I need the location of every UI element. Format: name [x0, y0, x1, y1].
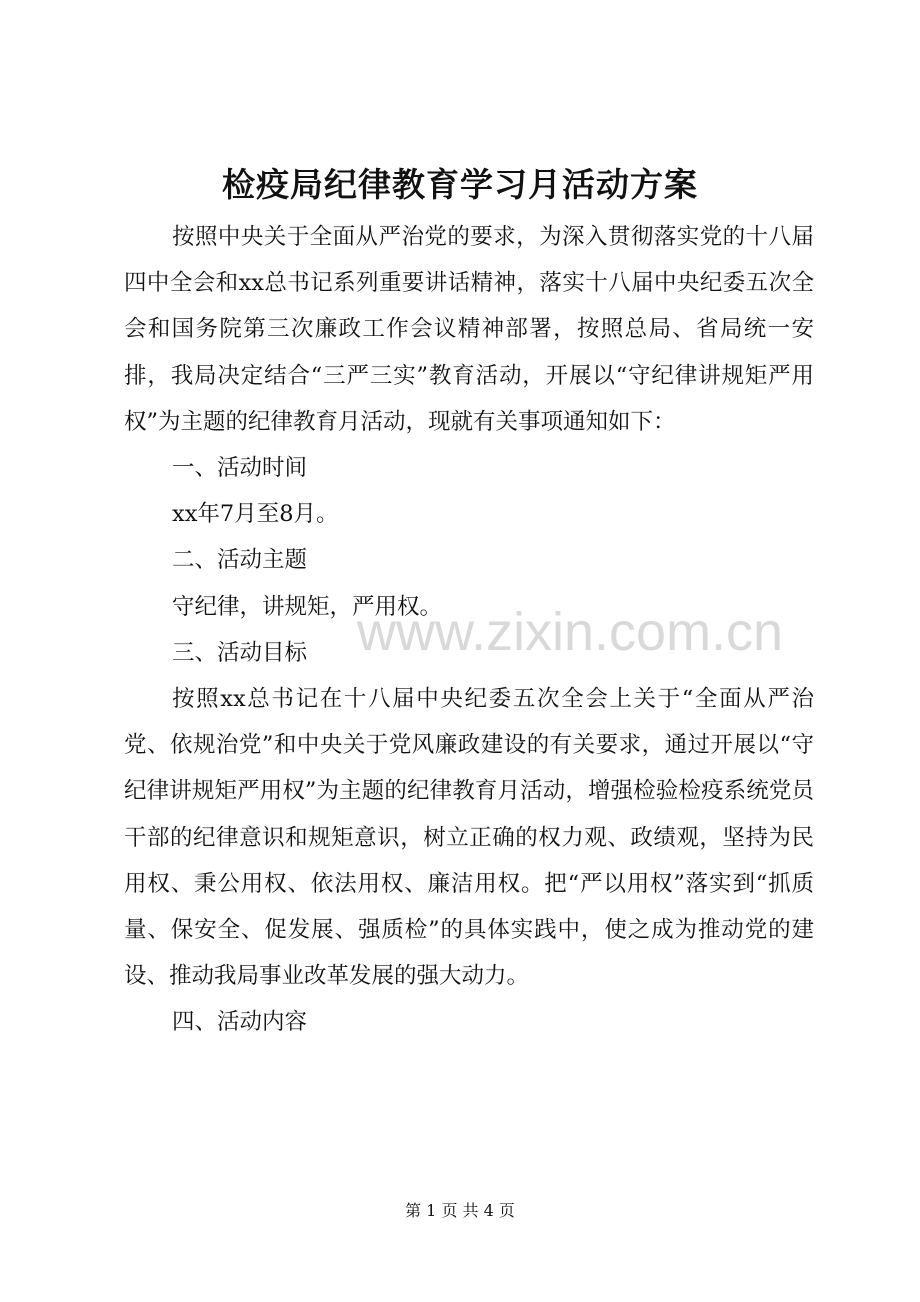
section-text-theme: 守纪律，讲规矩，严用权。	[172, 593, 443, 620]
section-heading-time: 一、活动时间	[172, 455, 308, 482]
document-title: 检疫局纪律教育学习月活动方案	[222, 165, 698, 204]
page-footer: 第 1 页 共 4 页	[405, 1201, 515, 1220]
section-heading-theme: 二、活动主题	[172, 547, 308, 574]
section-heading-goal: 三、活动目标	[172, 639, 308, 666]
section-text-goal: 按照xx总书记在十八届中央纪委五次全会上关于“全面从严治党、依规治党”和中央关于党风廉政建设的有关要求，通过开展以“守纪律讲规矩严用权”为主题的纪律教育月活动，增强检验检疫系统党员干部的纪律意识和规矩意识，树立正确的权力观、政绩观，坚持为民用权、秉公用权、依法用权、廉洁用权。把“严以用权”落实到“抓质量、保安全、促发展、强质检”的具体实践中，使之成为推动党的建设、推动我局事业改革发展的强大动力。	[124, 686, 814, 990]
site-watermark: www.zixin.com.cn	[357, 602, 784, 662]
section-heading-content: 四、活动内容	[172, 1009, 308, 1036]
intro-paragraph: 按照中央关于全面从严治党的要求，为深入贯彻落实党的十八届四中全会和xx总书记系列重要讲话精神，落实十八届中央纪委五次全会和国务院第三次廉政工作会议精神部署，按照总局、省局统一安排，我局决定结合“三严三实”教育活动，开展以“守纪律讲规矩严用权”为主题的纪律教育月活动，现就有关事项通知如下：	[124, 224, 814, 435]
section-text-time: xx年7月至8月。	[172, 501, 339, 528]
